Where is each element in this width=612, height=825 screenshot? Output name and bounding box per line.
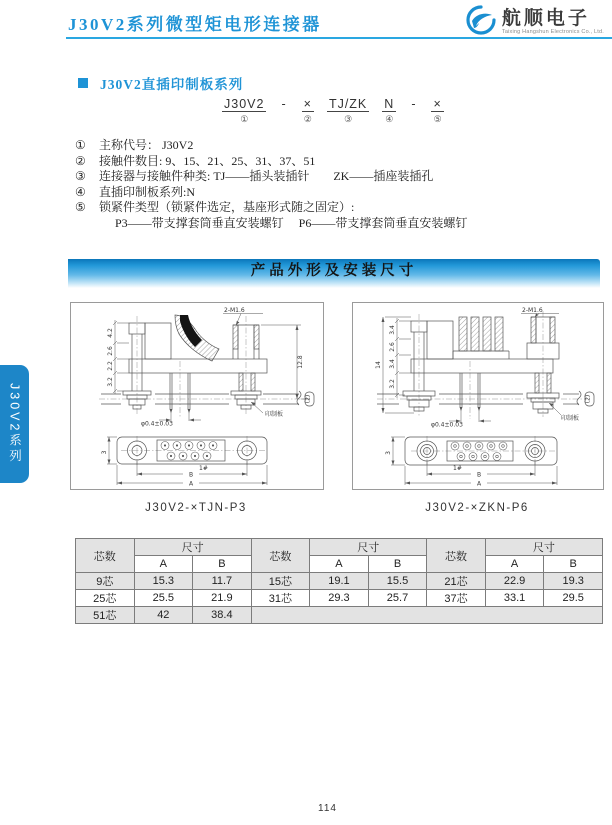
pn-segment — [382, 97, 396, 124]
table-header-row — [76, 539, 603, 556]
pn-segment — [222, 97, 266, 124]
pn-text: - — [411, 97, 417, 111]
dim-label: φ0.4±0.03 — [141, 420, 173, 428]
dim-label: B — [188, 471, 194, 479]
table-cell-empty — [251, 607, 602, 624]
table-cell: 42 — [134, 607, 193, 624]
dim-label: 12.8 — [297, 355, 304, 369]
technical-drawing-zkn-p6 — [353, 303, 603, 489]
table-cell: 15.3 — [134, 573, 193, 590]
col-header-dim: 尺寸 — [134, 539, 251, 556]
pn-segment — [327, 97, 369, 124]
pn-marker: ④ — [385, 114, 394, 124]
pn-text: J30V2 — [224, 97, 265, 111]
pin1-label: 1# — [199, 465, 208, 472]
col-header-core: 芯数 — [427, 539, 486, 573]
table-cell: 33.1 — [485, 590, 544, 607]
col-header-dim: 尺寸 — [310, 539, 427, 556]
dim-label: 2-M1.6 — [522, 307, 543, 314]
dim-label: A — [476, 480, 482, 488]
table-cell: 25芯 — [76, 590, 135, 607]
company-logo — [465, 4, 604, 41]
col-header-b: B — [193, 556, 252, 573]
table-cell: 19.1 — [310, 573, 369, 590]
series-index-label: J30V2系列 — [7, 383, 22, 465]
section-heading — [78, 73, 243, 93]
dim-label: φ0.4±0.03 — [431, 421, 463, 429]
dim-label: 3.4 — [389, 325, 396, 335]
page-number: 114 — [318, 803, 337, 814]
dim-label: 14 — [375, 361, 382, 369]
company-name: 航顺电子 — [501, 8, 590, 30]
technical-drawing-tjn-p3 — [71, 303, 323, 489]
legend-text: P3——带支撑套筒垂直安装螺钉 P6——带支撑套筒垂直安装螺钉 — [115, 215, 468, 230]
dim-label: 4.2 — [107, 328, 114, 338]
section-title: J30V2直插印制板系列 — [100, 77, 244, 92]
dim-label: 3.2 — [107, 377, 114, 387]
pcb-label: 印制板 — [561, 415, 580, 422]
pn-text: N — [384, 97, 395, 111]
legend-text: 锁紧件类型（锁紧件选定，基座形式随之固定）: — [99, 200, 355, 214]
legend-text: 接触件数目: 9、15、21、25、31、37、51 — [99, 153, 316, 168]
dim-label: 3.2 — [389, 379, 396, 389]
table-row — [76, 607, 603, 624]
square-bullet-icon — [78, 78, 88, 88]
dim-label: 2.6 — [389, 342, 396, 352]
dim-label: B — [476, 471, 482, 479]
dim-label: 2.6 — [107, 346, 114, 356]
legend-text: 主称代号： J30V2 — [99, 138, 194, 152]
table-cell: 15芯 — [251, 573, 310, 590]
table-cell: 37芯 — [427, 590, 486, 607]
dim-label: A — [188, 480, 194, 488]
page-title: J30V2系列微型矩电形连接器 — [68, 15, 322, 34]
dim-label: 2.2 — [107, 361, 114, 371]
drawing-panel-zkn-p6 — [352, 302, 604, 490]
drawing-caption-zkn-p6: J30V2-×ZKN-P6 — [425, 502, 529, 514]
table-cell: 21芯 — [427, 573, 486, 590]
pn-text: × — [303, 97, 312, 111]
section-banner — [68, 259, 600, 288]
table-cell: 11.7 — [193, 573, 252, 590]
col-header-a: A — [485, 556, 544, 573]
pn-text: × — [433, 97, 442, 111]
table-cell: 25.7 — [368, 590, 427, 607]
pn-marker: ① — [240, 114, 249, 124]
pin1-label: 1# — [453, 465, 462, 472]
col-header-b: B — [544, 556, 603, 573]
part-number-diagram — [222, 97, 444, 124]
drawing-caption-tjn-p3: J30V2-×TJN-P3 — [145, 502, 247, 514]
table-cell: 21.9 — [193, 590, 252, 607]
legend-item — [115, 216, 467, 232]
part-number-legend — [75, 138, 467, 231]
legend-text: 连接器与接触件种类: TJ——插头装插针 ZK——插座装插孔 — [99, 169, 434, 183]
drawing-panel-tjn-p3 — [70, 302, 324, 490]
dim-label: 3.4 — [389, 359, 396, 369]
pcb-label: 印制板 — [265, 411, 284, 418]
col-header-dim: 尺寸 — [485, 539, 602, 556]
dim-label: (2) — [584, 394, 592, 404]
pn-segment — [409, 97, 418, 111]
pn-marker: ③ — [344, 114, 353, 124]
col-header-a: A — [134, 556, 193, 573]
table-row — [76, 590, 603, 607]
table-cell: 25.5 — [134, 590, 193, 607]
pn-marker: ② — [303, 114, 312, 124]
dim-label: 3 — [101, 450, 108, 455]
company-name-english: Taixing Hangshun Electronics Co., Ltd. — [501, 29, 604, 36]
table-cell: 29.5 — [544, 590, 603, 607]
dim-label: 3 — [385, 451, 392, 455]
pn-segment — [279, 97, 288, 111]
pn-marker: ⑤ — [433, 114, 442, 124]
pn-text: - — [281, 97, 287, 111]
legend-item: ⑤ 锁紧件类型（锁紧件选定，基座形式随之固定）: — [75, 200, 355, 214]
table-cell: 22.9 — [485, 573, 544, 590]
table-cell: 29.3 — [310, 590, 369, 607]
table-cell: 19.3 — [544, 573, 603, 590]
banner-title: 产品外形及安装尺寸 — [250, 263, 418, 279]
dimensions-table — [75, 538, 603, 624]
legend-item: ③ 连接器与接触件种类: TJ——插头装插针 ZK——插座装插孔 — [75, 169, 434, 183]
table-cell: 15.5 — [368, 573, 427, 590]
dim-label: 2-M1.6 — [224, 307, 245, 314]
col-header-core: 芯数 — [251, 539, 310, 573]
bird-swoosh-icon — [465, 4, 497, 41]
table-cell: 9芯 — [76, 573, 135, 590]
dim-label: (2) — [304, 394, 312, 404]
col-header-b: B — [368, 556, 427, 573]
col-header-a: A — [310, 556, 369, 573]
pn-segment — [302, 97, 314, 124]
pn-text: TJ/ZK — [328, 97, 368, 111]
legend-item: ④ 直插印制板系列:N — [75, 184, 196, 199]
table-cell: 38.4 — [193, 607, 252, 624]
col-header-core: 芯数 — [76, 539, 135, 573]
table-row — [76, 573, 603, 590]
table-cell: 51芯 — [76, 607, 135, 624]
legend-item: ② 接触件数目: 9、15、21、25、31、37、51 — [75, 153, 316, 168]
legend-text: 直插印制板系列:N — [99, 184, 196, 199]
pn-segment — [431, 97, 443, 124]
series-index-tab — [0, 365, 29, 483]
table-cell: 31芯 — [251, 590, 310, 607]
table-subheader-row — [76, 556, 603, 573]
legend-item: ① 主称代号： J30V2 — [75, 138, 194, 152]
